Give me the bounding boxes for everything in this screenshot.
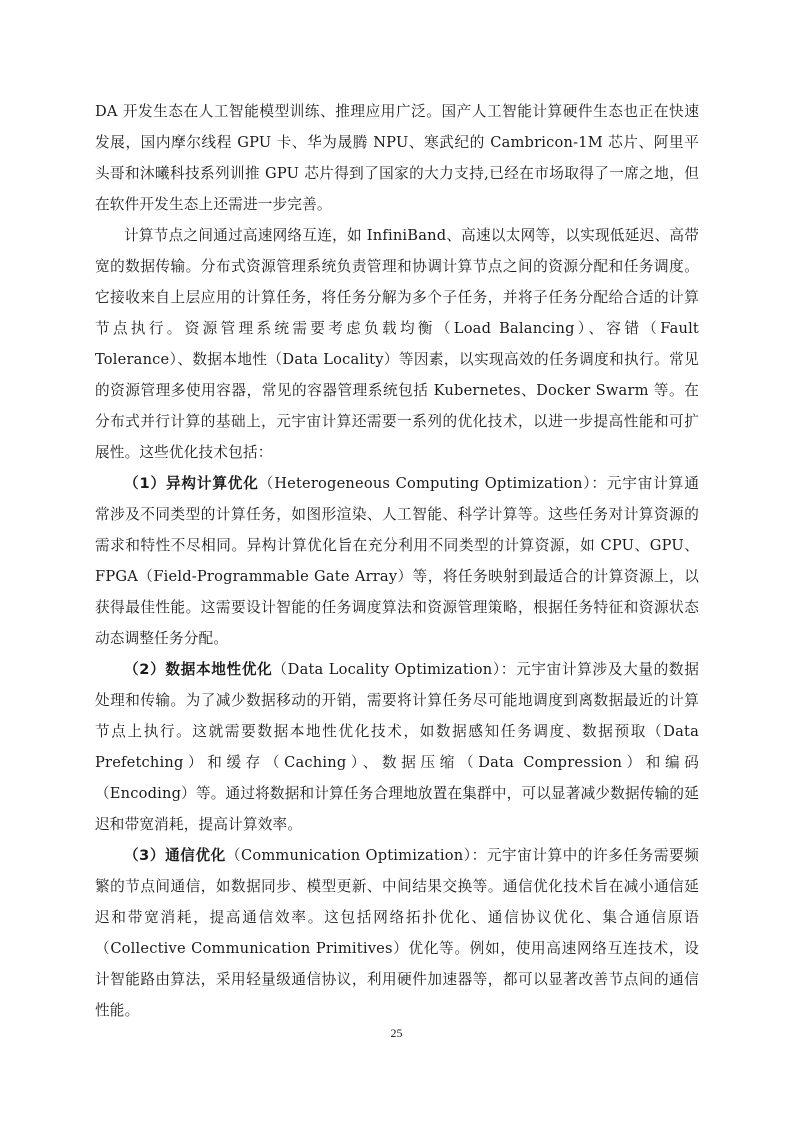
paragraph-text: （Heterogeneous Computing Optimization）：元宇宙计算通常涉及不同类型的计算任务，如图形渲染、人工智能、科学计算等。这些任务对计算资源的需求和特性不尽相同。异构计算优化旨在充分利用不同类型的计算资源，如 CPU、GPU、FPGA（Field-Programmable Gate Array）等，将任务映射到最适合的计算资源上，以获得最佳性能。这需要设计智能的任务调度算法和资源管理策略，根据任务特征和资源状态动态调整任务分配。 (95, 475, 699, 647)
paragraph-intro-continued (95, 96, 699, 220)
section-heading: （2）数据本地性优化 (124, 661, 273, 678)
paragraph-text: （Communication Optimization）：元宇宙计算中的许多任务需要频繁的节点间通信，如数据同步、模型更新、中间结果交换等。通信优化技术旨在减小通信延迟和带宽消耗，提高通信效率。这包括网络拓扑优化、通信协议优化、集合通信原语（Collective Communication Primitives）优化等。例如，使用高速网络互连技术，设计智能路由算法，采用轻量级通信协议，利用硬件加速器等，都可以显著改善节点间的通信性能。 (95, 847, 700, 1019)
paragraph-heterogeneous-optimization (95, 468, 699, 654)
paragraph-network-resource-management (95, 220, 699, 468)
paragraph-text: 计算节点之间通过高速网络互连，如 InfiniBand、高速以太网等，以实现低延迟、高带宽的数据传输。分布式资源管理系统负责管理和协调计算节点之间的资源分配和任务调度。它接收来自上层应用的计算任务，将任务分解为多个子任务，并将子任务分配给合适的计算节点执行。资源管理系统需要考虑负载均衡（Load Balancing）、容错（Fault Tolerance）、数据本地性（Data Locality）等因素，以实现高效的任务调度和执行。常见的资源管理多使用容器，常见的容器管理系统包括 Kubernetes、Docker Swarm 等。在分布式并行计算的基础上，元宇宙计算还需要一系列的优化技术，以进一步提高性能和可扩展性。这些优化技术包括： (95, 227, 699, 461)
paragraph-text: DA 开发生态在人工智能模型训练、推理应用广泛。国产人工智能计算硬件生态也正在快速发展，国内摩尔线程 GPU 卡、华为晟腾 NPU、寒武纪的 Cambricon-1M 芯片、阿里平头哥和沐曦科技系列训推 GPU 芯片得到了国家的大力支持,已经在市场取得了一席之地，但在软件开发生态上还需进一步完善。 (95, 103, 699, 213)
paragraph-data-locality-optimization (95, 654, 699, 840)
section-heading: （3）通信优化 (124, 847, 226, 864)
page-number: 25 (390, 1026, 403, 1040)
section-heading: （1）异构计算优化 (124, 475, 259, 492)
paragraph-communication-optimization (95, 840, 699, 1026)
page-body (95, 96, 699, 1026)
paragraph-text: （Data Locality Optimization）：元宇宙计算涉及大量的数据处理和传输。为了减少数据移动的开销，需要将计算任务尽可能地调度到离数据最近的计算节点上执行。这就需要数据本地性优化技术，如数据感知任务调度、数据预取（Data Prefetching）和缓存（Caching）、数据压缩（Data Compression）和编码（Encoding）等。通过将数据和计算任务合理地放置在集群中，可以显著减少数据传输的延迟和带宽消耗，提高计算效率。 (95, 661, 699, 833)
